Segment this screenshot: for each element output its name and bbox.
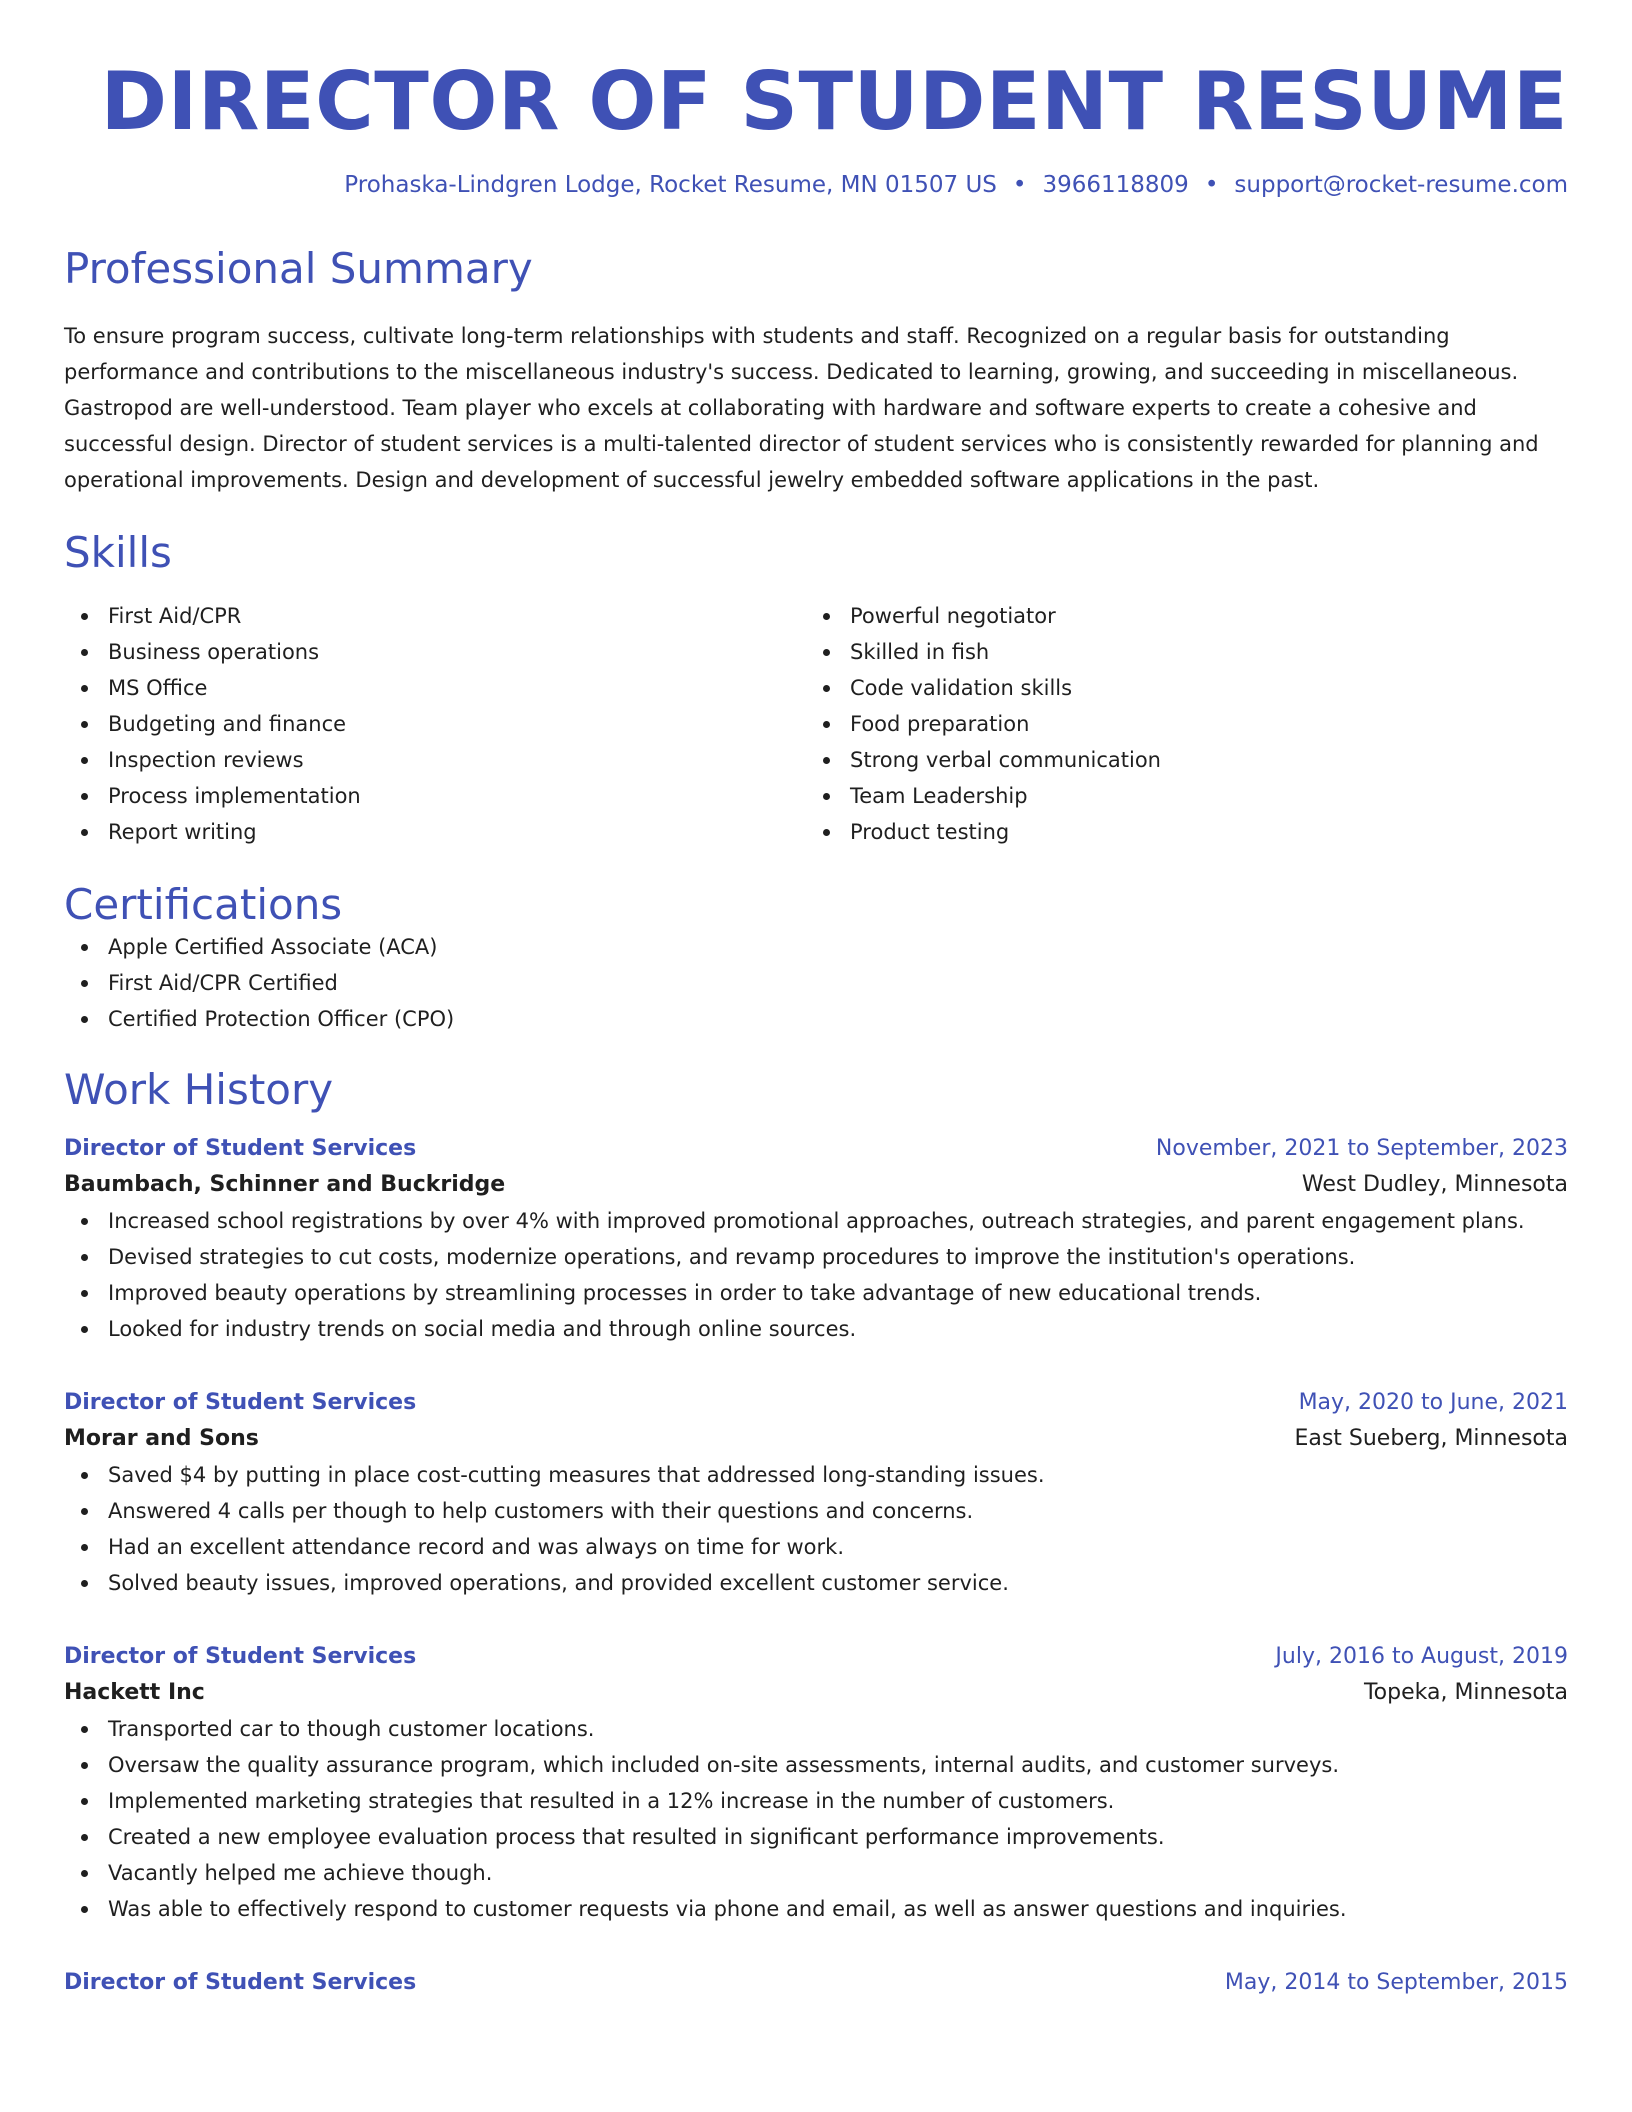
- job-entry: [64, 1131, 1568, 1347]
- job-entry: [64, 1639, 1568, 1927]
- contact-phone: 3966118809: [1042, 172, 1189, 198]
- job-dates: November, 2021 to September, 2023: [1155, 1135, 1568, 1161]
- skills-list-left: [64, 598, 806, 850]
- skills-column-left: [64, 598, 806, 850]
- work-history-heading: Work History: [64, 1064, 334, 1114]
- skill-item: Inspection reviews: [64, 742, 806, 778]
- job-company-row: [64, 1421, 1568, 1457]
- skills-list-right: [806, 598, 1548, 850]
- job-bullet-list: [64, 1203, 1568, 1347]
- job-bullet-item: Looked for industry trends on social media and through online sources.: [64, 1311, 1568, 1347]
- job-company: Morar and Sons: [64, 1425, 259, 1451]
- job-bullet-item: Saved $4 by putting in place cost-cutting measures that addressed long-standing issues.: [64, 1457, 1568, 1493]
- job-entry: [64, 1965, 1568, 2001]
- job-title-row: [64, 1385, 1568, 1421]
- contact-separator: •: [1012, 172, 1027, 198]
- job-bullet-item: Transported car to though customer locations.: [64, 1711, 1568, 1747]
- skill-item: Powerful negotiator: [806, 598, 1548, 634]
- job-bullet-list: [64, 1457, 1568, 1601]
- job-company: Baumbach, Schinner and Buckridge: [64, 1171, 506, 1197]
- job-bullet-item: Was able to effectively respond to customer requests via phone and email, as well as answer questions and inquiries.: [64, 1891, 1568, 1927]
- job-bullet-item: Had an excellent attendance record and was always on time for work.: [64, 1529, 1568, 1565]
- skill-item: Product testing: [806, 814, 1548, 850]
- job-title: Director of Student Services: [64, 1643, 417, 1669]
- contact-address: Prohaska-Lindgren Lodge, Rocket Resume, MN 01507 US: [344, 172, 997, 198]
- job-bullet-item: Solved beauty issues, improved operations, and provided excellent customer service.: [64, 1565, 1568, 1601]
- job-bullet-item: Devised strategies to cut costs, modernize operations, and revamp procedures to improve the institution's operations.: [64, 1239, 1568, 1275]
- contact-line: [64, 172, 1568, 198]
- job-title: Director of Student Services: [64, 1969, 417, 1995]
- certification-item: Certified Protection Officer (CPO): [64, 1001, 1568, 1037]
- skill-item: Process implementation: [64, 778, 806, 814]
- skill-item: Food preparation: [806, 706, 1548, 742]
- job-title: Director of Student Services: [64, 1389, 417, 1415]
- skill-item: Business operations: [64, 634, 806, 670]
- job-title-row: [64, 1131, 1568, 1167]
- certification-item: First Aid/CPR Certified: [64, 965, 1568, 1001]
- contact-separator: •: [1204, 172, 1219, 198]
- job-location: Topeka, Minnesota: [1363, 1679, 1568, 1705]
- job-title-row: [64, 1639, 1568, 1675]
- job-location: East Sueberg, Minnesota: [1294, 1425, 1568, 1451]
- skill-item: Strong verbal communication: [806, 742, 1548, 778]
- certifications-list: [64, 929, 1568, 1037]
- job-bullet-item: Improved beauty operations by streamlining processes in order to take advantage of new educational trends.: [64, 1275, 1568, 1311]
- job-dates: May, 2014 to September, 2015: [1224, 1969, 1568, 1995]
- skill-item: Skilled in fish: [806, 634, 1548, 670]
- job-bullet-item: Increased school registrations by over 4% with improved promotional approaches, outreach strategies, and parent engagement plans.: [64, 1203, 1568, 1239]
- summary-heading: Professional Summary: [64, 244, 533, 293]
- skill-item: First Aid/CPR: [64, 598, 806, 634]
- job-entry: [64, 1385, 1568, 1601]
- job-bullet-item: Oversaw the quality assurance program, which included on-site assessments, internal audits, and customer surveys.: [64, 1747, 1568, 1783]
- job-title: Director of Student Services: [64, 1135, 417, 1161]
- skill-item: Report writing: [64, 814, 806, 850]
- skill-item: Code validation skills: [806, 670, 1548, 706]
- job-bullet-item: Answered 4 calls per though to help customers with their questions and concerns.: [64, 1493, 1568, 1529]
- contact-email[interactable]: support@rocket-resume.com: [1234, 172, 1568, 198]
- job-bullet-item: Vacantly helped me achieve though.: [64, 1855, 1568, 1891]
- job-location: West Dudley, Minnesota: [1301, 1171, 1568, 1197]
- resume-name: DIRECTOR OF STUDENT RESUME: [100, 55, 1568, 148]
- job-dates: July, 2016 to August, 2019: [1275, 1643, 1568, 1669]
- certifications-heading: Certifications: [64, 880, 343, 930]
- job-title-row: [64, 1965, 1568, 2001]
- job-bullet-item: Created a new employee evaluation process that resulted in significant performance improvements.: [64, 1819, 1568, 1855]
- skill-item: Budgeting and finance: [64, 706, 806, 742]
- job-company-row: [64, 1675, 1568, 1711]
- job-dates: May, 2020 to June, 2021: [1298, 1389, 1568, 1415]
- skills-columns: [64, 598, 1568, 850]
- job-company-row: [64, 1167, 1568, 1203]
- skill-item: MS Office: [64, 670, 806, 706]
- summary-text: To ensure program success, cultivate long-term relationships with students and staff. Recognized on a regular basis for outstanding performance and contributions to the miscellaneous industry's success. Dedicated to learning, growing, and succeeding in miscellaneous. Gastropod are well-understood. Team player who excels at collaborating with hardware and software experts to create a cohesive and successful design. Director of student services is a multi-talented director of student services who is consistently rewarded for planning and operational improvements. Design and development of successful jewelry embedded software applications in the past.: [64, 324, 1539, 493]
- skill-item: Team Leadership: [806, 778, 1548, 814]
- job-company: Hackett Inc: [64, 1679, 205, 1705]
- resume-page: [64, 0, 1568, 2001]
- job-bullet-list: [64, 1711, 1568, 1927]
- certification-item: Apple Certified Associate (ACA): [64, 929, 1568, 965]
- job-bullet-item: Implemented marketing strategies that resulted in a 12% increase in the number of customers.: [64, 1783, 1568, 1819]
- skills-heading: Skills: [64, 528, 172, 578]
- skills-column-right: [806, 598, 1548, 850]
- work-history-list: [64, 1131, 1568, 2001]
